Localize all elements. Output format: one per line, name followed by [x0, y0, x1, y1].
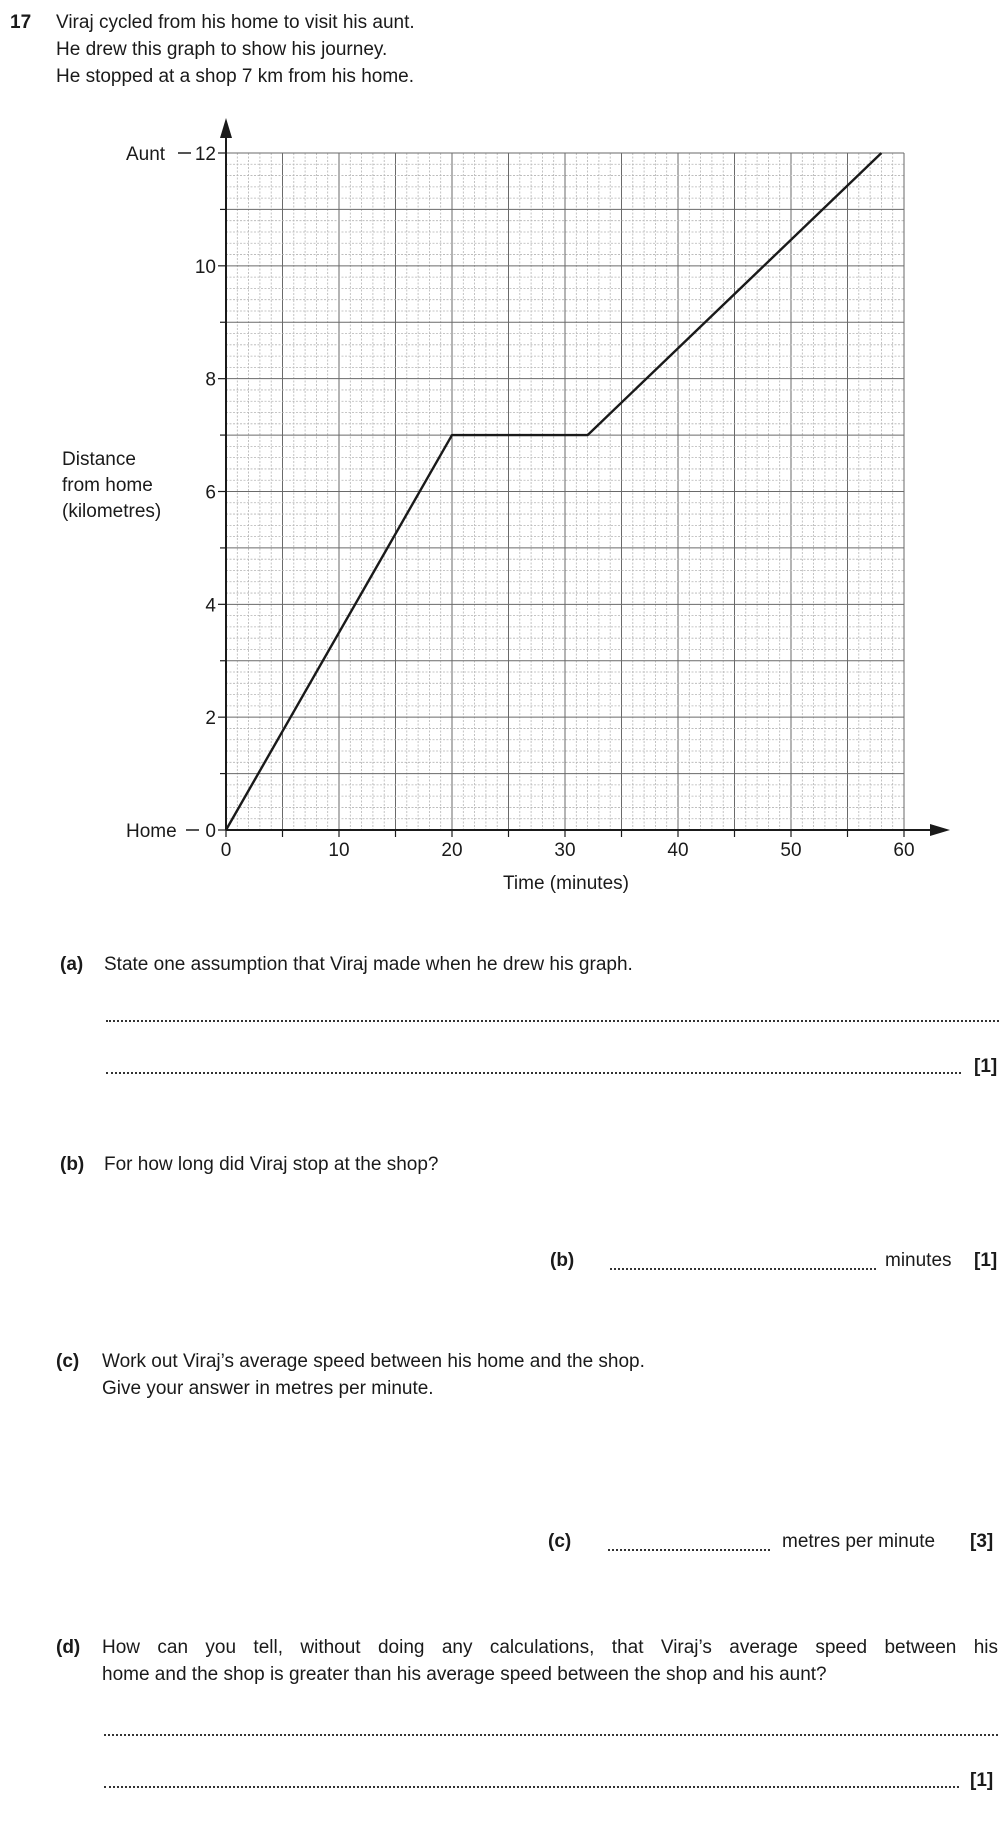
intro-line-1: Viraj cycled from his home to visit his aunt. — [56, 12, 415, 33]
part-a-label: (a) — [60, 954, 84, 975]
part-c-unit: metres per minute — [782, 1531, 936, 1552]
part-a-answer-line-1[interactable] — [106, 1020, 999, 1022]
y-axis-label-line-1: Distance — [62, 449, 136, 470]
part-c-text-2: Give your answer in metres per minute. — [102, 1378, 434, 1399]
part-c-label: (c) — [56, 1351, 80, 1372]
part-b-text: For how long did Viraj stop at the shop? — [104, 1154, 439, 1175]
part-a-answer-line-2[interactable] — [106, 1072, 961, 1074]
part-c-text-1: Work out Viraj’s average speed between his home and the shop. — [102, 1351, 645, 1372]
x-tick-label: 10 — [328, 840, 350, 861]
x-tick-label: 60 — [893, 840, 915, 861]
part-d-text-2: home and the shop is greater than his average speed between the shop and his aunt? — [102, 1664, 827, 1685]
x-axis-arrow — [930, 824, 950, 836]
question-number: 17 — [10, 12, 32, 33]
y-axis-arrow — [220, 118, 232, 138]
x-tick-label: 40 — [667, 840, 689, 861]
part-b-label: (b) — [60, 1154, 85, 1175]
part-d-marks: [1] — [970, 1770, 994, 1791]
part-d-text-1: How can you tell, without doing any calculations, that Viraj’s average speed between his — [102, 1637, 998, 1658]
part-c-answer-field[interactable] — [608, 1549, 770, 1551]
part-a-text: State one assumption that Viraj made when he drew his graph. — [104, 954, 633, 975]
grid — [226, 153, 904, 830]
part-d-answer-line-1[interactable] — [104, 1734, 998, 1736]
part-d-answer-line-2[interactable] — [104, 1786, 959, 1788]
x-tick-label: 50 — [780, 840, 802, 861]
y-label-home: Home — [126, 821, 177, 842]
y-axis-label-line-2: from home — [62, 475, 153, 496]
x-tick-label: 30 — [554, 840, 576, 861]
y-tick-label: 12 — [194, 144, 216, 165]
part-c-answer-label: (c) — [548, 1531, 572, 1552]
y-tick-label: 4 — [205, 595, 216, 617]
part-b-marks: [1] — [974, 1250, 998, 1271]
x-axis-label: Time (minutes) — [503, 873, 629, 894]
y-tick-label: 0 — [205, 821, 216, 842]
y-axis-label-line-3: (kilometres) — [62, 501, 162, 522]
part-c-marks: [3] — [970, 1531, 994, 1552]
y-label-aunt: Aunt — [126, 144, 166, 165]
x-tick-label: 20 — [441, 840, 463, 861]
x-tick-label: 0 — [220, 840, 232, 861]
intro-line-3: He stopped at a shop 7 km from his home. — [56, 66, 415, 87]
part-d-label: (d) — [56, 1637, 81, 1658]
intro-line-2: He drew this graph to show his journey. — [56, 39, 388, 60]
part-b-unit: minutes — [885, 1250, 952, 1271]
y-tick-label: 2 — [205, 708, 216, 730]
y-tick-label: 6 — [205, 482, 216, 504]
part-a-marks: [1] — [974, 1056, 998, 1077]
y-tick-label: 8 — [205, 369, 216, 391]
part-b-answer-field[interactable] — [610, 1268, 876, 1270]
y-tick-label: 10 — [194, 256, 216, 278]
part-b-answer-label: (b) — [550, 1250, 575, 1271]
